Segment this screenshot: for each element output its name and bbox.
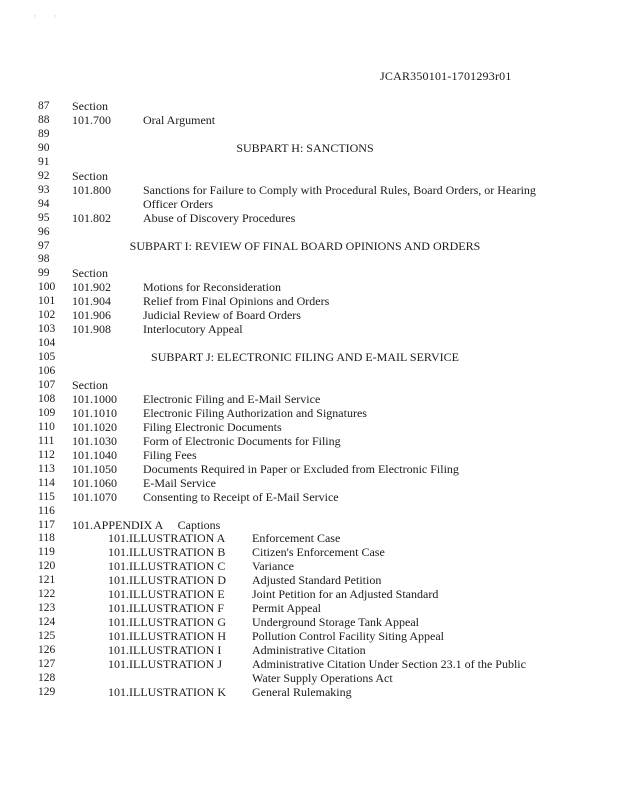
document-line — [0, 462, 618, 476]
document-line — [0, 587, 618, 601]
document-line — [0, 350, 618, 364]
line-number: 118 — [38, 532, 55, 545]
document-code: JCAR350101-1701293r01 — [380, 69, 512, 83]
document-line — [0, 294, 618, 308]
section-number: 101.902 — [72, 280, 111, 295]
document-line — [0, 406, 618, 420]
document-line — [0, 239, 618, 253]
section-title: Interlocutory Appeal — [143, 322, 243, 337]
document-line — [0, 545, 618, 559]
section-number: 101.1000 — [72, 391, 117, 406]
document-line — [0, 504, 618, 518]
line-number: 88 — [38, 113, 50, 126]
section-number: 101.1010 — [72, 405, 117, 420]
line-number: 109 — [38, 406, 56, 419]
line-number: 95 — [38, 211, 50, 224]
section-title: Officer Orders — [143, 196, 214, 211]
document-line — [0, 322, 618, 336]
illustration-id: 101.ILLUSTRATION B — [108, 545, 226, 560]
document-line — [0, 601, 618, 615]
document-line — [0, 99, 618, 113]
illustration-title: Joint Petition for an Adjusted Standard — [252, 587, 439, 602]
section-number: 101.1070 — [72, 489, 117, 504]
document-line — [0, 671, 618, 685]
section-title: Relief from Final Opinions and Orders — [143, 294, 330, 309]
document-line — [0, 155, 618, 169]
line-number: 122 — [38, 588, 56, 601]
document-line — [0, 336, 618, 350]
illustration-id: 101.ILLUSTRATION E — [108, 587, 225, 602]
line-number: 87 — [38, 100, 50, 112]
document-line — [0, 225, 618, 239]
line-number: 90 — [38, 141, 50, 154]
line-number: 128 — [38, 671, 56, 684]
subpart-heading: SUBPART H: SANCTIONS — [236, 140, 374, 155]
line-number: 106 — [38, 365, 56, 378]
line-number: 123 — [38, 602, 56, 615]
line-number: 117 — [38, 518, 55, 531]
line-number: 126 — [38, 644, 56, 657]
section-number: Section — [72, 99, 108, 113]
document-line — [0, 559, 618, 573]
line-number: 101 — [38, 295, 56, 308]
section-number: Section — [72, 168, 108, 183]
line-number: 113 — [38, 462, 55, 475]
line-number: 110 — [38, 420, 55, 433]
line-number: 129 — [38, 685, 56, 698]
document-line — [0, 252, 618, 266]
section-title: Consenting to Receipt of E-Mail Service — [143, 489, 339, 504]
illustration-title: Pollution Control Facility Siting Appeal — [252, 629, 445, 644]
illustration-id: 101.ILLUSTRATION K — [108, 684, 226, 699]
line-number: 100 — [38, 281, 56, 294]
line-number: 89 — [38, 127, 50, 140]
illustration-id: 101.ILLUSTRATION J — [108, 657, 222, 671]
document-line — [0, 211, 618, 225]
document-line — [0, 490, 618, 504]
line-number: 116 — [38, 504, 55, 517]
section-title: Documents Required in Paper or Excluded from Electronic Filing — [143, 461, 459, 476]
document-line — [0, 615, 618, 629]
line-number: 102 — [38, 309, 56, 322]
section-title: Sanctions for Failure to Comply with Procedural Rules, Board Orders, or Hearing — [143, 182, 536, 197]
document-line — [0, 420, 618, 434]
illustration-title: General Rulemaking — [252, 684, 352, 699]
document-line — [0, 685, 618, 699]
document-line — [0, 434, 618, 448]
line-number: 98 — [38, 253, 50, 266]
line-number: 124 — [38, 616, 56, 629]
illustration-title: Variance — [252, 559, 294, 574]
section-title: Motions for Reconsideration — [143, 280, 281, 295]
line-number: 111 — [38, 434, 55, 447]
line-number: 103 — [38, 323, 56, 336]
section-number: Section — [72, 266, 108, 281]
section-number: 101.802 — [72, 210, 111, 225]
document-line — [0, 629, 618, 643]
section-title: Abuse of Discovery Procedures — [143, 210, 296, 225]
illustration-id: 101.ILLUSTRATION I — [108, 643, 222, 658]
section-number: 101.800 — [72, 182, 111, 197]
section-title: Electronic Filing and E-Mail Service — [143, 391, 321, 406]
document-line — [0, 392, 618, 406]
illustration-title: Underground Storage Tank Appeal — [252, 615, 420, 630]
document-line — [0, 113, 618, 127]
document-line — [0, 169, 618, 183]
illustration-title: Enforcement Case — [252, 531, 341, 546]
document-line — [0, 127, 618, 141]
section-title: E-Mail Service — [143, 475, 216, 490]
line-number: 112 — [38, 448, 55, 461]
section-number: 101.1060 — [72, 475, 117, 490]
illustration-id: 101.ILLUSTRATION A — [108, 531, 226, 546]
line-number: 120 — [38, 560, 56, 573]
document-line — [0, 364, 618, 378]
section-title: Oral Argument — [143, 112, 216, 127]
document-line — [0, 266, 618, 280]
subpart-heading: SUBPART I: REVIEW OF FINAL BOARD OPINIONS AND ORDERS — [129, 238, 481, 253]
document-line — [0, 657, 618, 671]
line-number: 107 — [38, 379, 56, 391]
line-number: 104 — [38, 337, 56, 350]
document-line — [0, 573, 618, 587]
illustration-id: 101.ILLUSTRATION C — [108, 559, 226, 574]
document-line — [0, 476, 618, 490]
line-number: 114 — [38, 476, 55, 489]
line-number: 119 — [38, 546, 55, 559]
section-title: Filing Electronic Documents — [143, 419, 282, 434]
line-number: 92 — [38, 169, 50, 182]
line-number: 125 — [38, 630, 56, 643]
line-number: 91 — [38, 155, 50, 168]
section-number: 101.700 — [72, 112, 111, 127]
document-line — [0, 308, 618, 322]
section-number: 101.1050 — [72, 461, 117, 476]
illustration-title: Water Supply Operations Act — [252, 670, 393, 685]
section-title: Judicial Review of Board Orders — [143, 308, 301, 323]
document-line — [0, 531, 618, 545]
document-line — [0, 141, 618, 155]
illustration-id: 101.ILLUSTRATION H — [108, 629, 226, 644]
line-number: 97 — [38, 239, 50, 252]
section-number: 101.1020 — [72, 419, 117, 434]
section-number: 101.908 — [72, 322, 111, 337]
illustration-title: Permit Appeal — [252, 601, 321, 616]
subpart-heading: SUBPART J: ELECTRONIC FILING AND E-MAIL SERVICE — [151, 350, 459, 365]
line-number: 108 — [38, 392, 56, 405]
illustration-id: 101.ILLUSTRATION D — [108, 573, 226, 588]
section-number: Section — [72, 378, 108, 392]
line-number: 96 — [38, 225, 50, 238]
section-number: 101.1030 — [72, 433, 117, 448]
document-line — [0, 280, 618, 294]
section-title: Form of Electronic Documents for Filing — [143, 433, 341, 448]
section-number: 101.APPENDIX A Captions — [72, 517, 221, 532]
line-number: 121 — [38, 574, 56, 587]
section-title: Electronic Filing Authorization and Signatures — [143, 405, 367, 420]
line-number: 115 — [38, 490, 55, 503]
line-number: 99 — [38, 267, 50, 280]
line-number: 93 — [38, 183, 50, 196]
document-line — [0, 643, 618, 657]
document-line — [0, 448, 618, 462]
line-number: 105 — [38, 351, 56, 364]
illustration-title: Administrative Citation — [252, 643, 366, 658]
scan-artifact-marks: ' ' — [34, 14, 65, 25]
document-line — [0, 197, 618, 211]
line-number: 94 — [38, 197, 50, 210]
illustration-title: Administrative Citation Under Section 23.1 of the Public — [252, 657, 526, 671]
line-number: 127 — [38, 658, 56, 670]
section-number: 101.906 — [72, 308, 111, 323]
section-number: 101.1040 — [72, 447, 117, 462]
section-number: 101.904 — [72, 294, 111, 309]
document-line — [0, 183, 618, 197]
document-line — [0, 378, 618, 392]
illustration-id: 101.ILLUSTRATION F — [108, 601, 224, 616]
illustration-title: Citizen's Enforcement Case — [252, 545, 385, 560]
document-line — [0, 518, 618, 532]
illustration-title: Adjusted Standard Petition — [252, 573, 382, 588]
illustration-id: 101.ILLUSTRATION G — [108, 615, 226, 630]
section-title: Filing Fees — [143, 447, 197, 462]
